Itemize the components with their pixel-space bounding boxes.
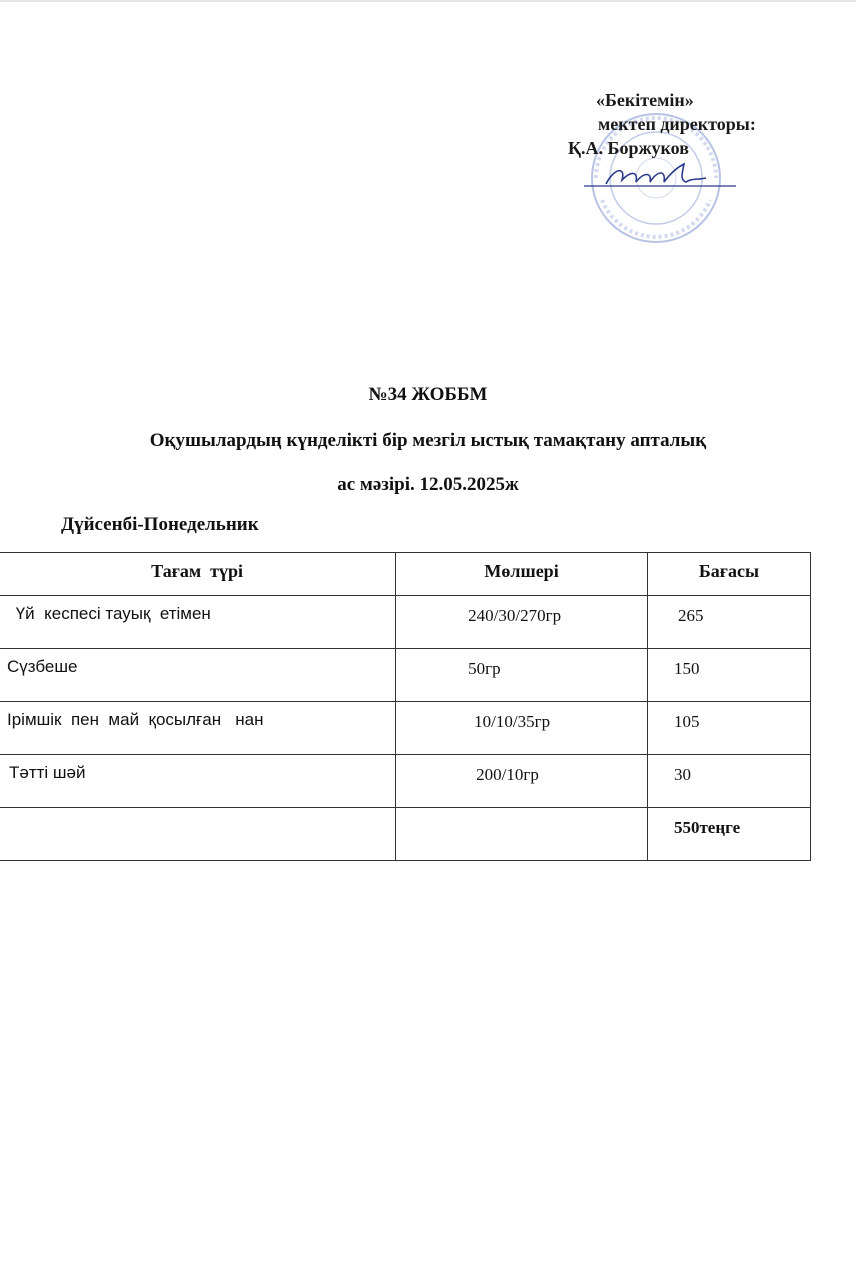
- table-row: [0, 596, 811, 649]
- dish-quantity: 10/10/35гр: [396, 702, 648, 755]
- dish-quantity: 50гр: [396, 649, 648, 702]
- dish-price: 105: [647, 702, 810, 755]
- header-dish-type: Тағам түрі: [0, 553, 396, 596]
- dish-price: 30: [647, 755, 810, 808]
- empty-cell: [0, 808, 396, 861]
- signature-mark: [606, 164, 706, 184]
- menu-subtitle-line2: ас мәзірі. 12.05.2025ж: [337, 474, 519, 495]
- total-price: 550теңге: [647, 808, 810, 861]
- table-header-row: [0, 553, 811, 596]
- menu-table: [0, 552, 811, 861]
- approval-block: [566, 88, 756, 160]
- school-title: №34 ЖОББМ: [368, 384, 488, 405]
- dish-name: Тәтті шәй: [0, 755, 396, 808]
- dish-quantity: 240/30/270гр: [396, 596, 648, 649]
- header-quantity: Мөлшері: [396, 553, 648, 596]
- dish-name: Сүзбеше: [0, 649, 396, 702]
- dish-price: 265: [647, 596, 810, 649]
- day-label: Дүйсенбі-Понедельник: [61, 514, 259, 535]
- empty-cell: [396, 808, 648, 861]
- menu-subtitle-line1: Оқушылардың күнделікті бір мезгіл ыстық тамақтану апталық: [149, 430, 707, 451]
- dish-name: Ірімшік пен май қосылған нан: [0, 702, 396, 755]
- dish-name: Үй кеспесі тауық етімен: [0, 596, 396, 649]
- table-row: [0, 755, 811, 808]
- approval-director-name: Қ.А. Боржуков: [568, 138, 689, 158]
- dish-quantity: 200/10гр: [396, 755, 648, 808]
- table-total-row: [0, 808, 811, 861]
- header-price: Бағасы: [647, 553, 810, 596]
- approval-title: «Бекітемін»: [596, 90, 694, 110]
- table-row: [0, 649, 811, 702]
- approval-position: мектеп директоры:: [598, 114, 756, 134]
- table-row: [0, 702, 811, 755]
- dish-price: 150: [647, 649, 810, 702]
